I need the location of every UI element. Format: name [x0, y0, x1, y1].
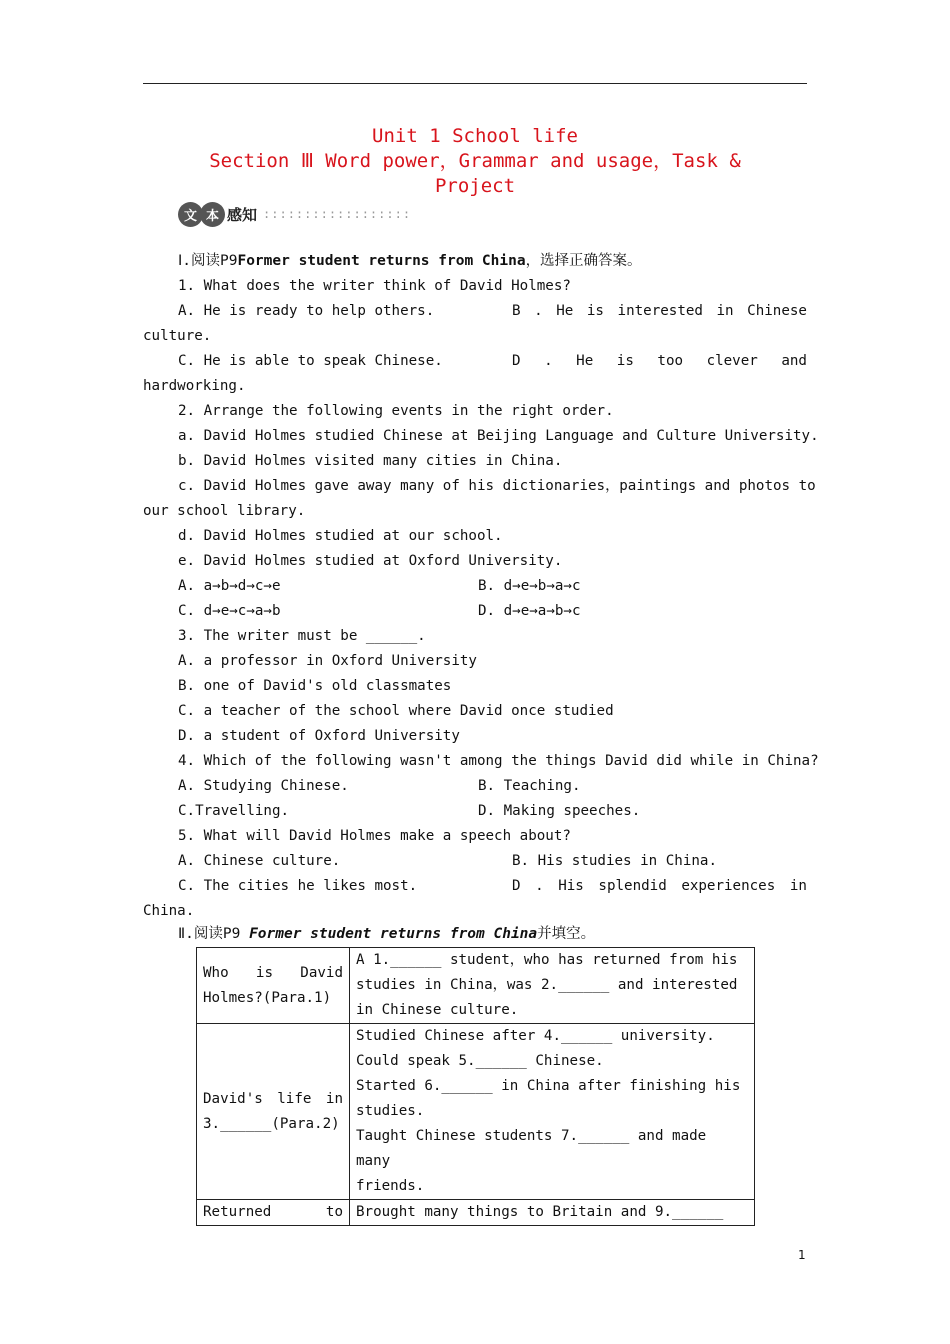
cell-line	[203, 1200, 343, 1225]
reading-badge	[178, 201, 411, 227]
q1-option-d	[512, 349, 807, 374]
word: B	[512, 303, 521, 319]
part2-heading-prefix: Ⅱ.阅读P9	[178, 926, 250, 942]
q2-option-c: C. d→e→c→a→b	[178, 603, 281, 619]
cell-line: Brought many things to Britain and 9.______	[356, 1204, 724, 1220]
fill-in-table	[196, 947, 755, 1226]
table-cell-content	[350, 1024, 755, 1200]
table-cell-content	[350, 1200, 755, 1226]
section-title: Section Ⅲ Word power，Grammar and usage，Task &	[209, 150, 741, 172]
q1-option-b-cont: culture.	[143, 328, 212, 344]
q3-stem: 3. The writer must be ______.	[178, 628, 426, 644]
cell-line: Holmes?(Para.1)	[203, 989, 332, 1006]
table-row	[197, 1200, 755, 1226]
q2-event-c-cont: our school library.	[143, 503, 306, 519]
q5-option-a: A. Chinese culture.	[178, 853, 341, 869]
cell-line: friends.	[356, 1178, 425, 1194]
word: too	[657, 353, 684, 369]
word: and	[781, 353, 807, 369]
word: is	[616, 353, 634, 369]
word: David's	[203, 1090, 263, 1107]
word: Chinese	[747, 303, 807, 319]
cell-line	[203, 961, 343, 986]
cell-line: in Chinese culture.	[356, 1002, 519, 1018]
table-cell-content	[350, 948, 755, 1024]
q2-stem: 2. Arrange the following events in the right order.	[178, 403, 614, 419]
q5-option-d-cont: China.	[143, 903, 195, 919]
q5-stem: 5. What will David Holmes make a speech about?	[178, 828, 571, 844]
badge-char-ben: 本	[200, 202, 225, 227]
badge-char-wen: 文	[178, 202, 203, 227]
word: experiences	[681, 878, 776, 894]
q1-option-a: A. He is ready to help others.	[178, 303, 435, 319]
q2-option-b: B. d→e→b→a→c	[478, 578, 581, 594]
part2-heading	[178, 922, 595, 947]
part2-heading-suffix: 并填空。	[537, 926, 596, 942]
part1-heading	[178, 249, 642, 274]
word: D	[512, 353, 521, 369]
badge-dots-decoration: ::::::::::::::::::	[263, 207, 412, 221]
q5-option-d	[512, 874, 807, 899]
part1-heading-suffix: ，选择正确答案。	[525, 253, 642, 269]
word: to	[325, 1204, 343, 1220]
part1-heading-title: Former student returns from China	[237, 253, 526, 269]
table-row	[197, 1024, 755, 1200]
word: interested	[617, 303, 703, 319]
cell-line: Started 6.______ in China after finishing his	[356, 1078, 741, 1094]
word: splendid	[598, 878, 667, 894]
part2-heading-title: Former student returns from China	[249, 926, 538, 942]
table-row	[197, 948, 755, 1024]
q4-option-c: C.Travelling.	[178, 803, 290, 819]
table-cell-label	[197, 1200, 350, 1226]
cell-line	[203, 1087, 343, 1112]
word: in	[325, 1090, 343, 1107]
cell-line: Could speak 5.______ Chinese.	[356, 1053, 604, 1069]
word: He	[576, 353, 594, 369]
word: .	[534, 303, 543, 319]
q5-option-c: C. The cities he likes most.	[178, 878, 418, 894]
cell-line: studies in China，was 2.______ and interested	[356, 977, 738, 993]
word: in	[789, 878, 807, 894]
part1-heading-prefix: Ⅰ.阅读P9	[178, 253, 238, 269]
cell-line: Studied Chinese after 4.______ university.	[356, 1028, 715, 1044]
word: Who	[203, 964, 229, 981]
word: .	[535, 878, 544, 894]
q3-option-a: A. a professor in Oxford University	[178, 653, 477, 669]
q3-option-d: D. a student of Oxford University	[178, 728, 460, 744]
page-number: 1	[798, 1248, 806, 1262]
q2-event-b: b. David Holmes visited many cities in China.	[178, 453, 563, 469]
word: is	[255, 964, 273, 981]
word: is	[586, 303, 604, 319]
unit-title: Unit 1 School life	[372, 125, 578, 147]
q1-option-c: C. He is able to speak Chinese.	[178, 353, 443, 369]
q2-event-a: a. David Holmes studied Chinese at Beijing Language and Culture University.	[178, 428, 819, 444]
word: in	[716, 303, 734, 319]
cell-line: studies.	[356, 1103, 425, 1119]
cell-line: 3.______(Para.2)	[203, 1115, 340, 1132]
cell-line: Taught Chinese students 7.______ and made many	[356, 1128, 707, 1169]
q5-option-b: B. His studies in China.	[512, 853, 717, 869]
q2-event-c: c. David Holmes gave away many of his dictionaries，paintings and photos to	[178, 478, 816, 494]
word: clever	[706, 353, 758, 369]
q1-option-d-cont: hardworking.	[143, 378, 246, 394]
q4-stem: 4. Which of the following wasn't among the things David did while in China?	[178, 753, 819, 769]
word: He	[556, 303, 574, 319]
badge-label: 感知	[227, 205, 258, 224]
table-cell-label	[197, 948, 350, 1024]
q2-event-d: d. David Holmes studied at our school.	[178, 528, 503, 544]
word: Returned	[203, 1204, 272, 1220]
header-rule	[143, 83, 807, 84]
word: life	[277, 1090, 312, 1107]
q4-option-b: B. Teaching.	[478, 778, 581, 794]
cell-line: A 1.______ student，who has returned from his	[356, 952, 738, 968]
q2-option-a: A. a→b→d→c→e	[178, 578, 281, 594]
word: .	[544, 353, 553, 369]
q4-option-d: D. Making speeches.	[478, 803, 641, 819]
q4-option-a: A. Studying Chinese.	[178, 778, 349, 794]
q2-event-e: e. David Holmes studied at Oxford University.	[178, 553, 563, 569]
section-title-cont: Project	[434, 175, 516, 197]
q1-stem: 1. What does the writer think of David Holmes?	[178, 278, 571, 294]
word: D	[512, 878, 521, 894]
word: David	[300, 964, 343, 981]
table-cell-label	[197, 1024, 350, 1200]
word: His	[558, 878, 584, 894]
q3-option-b: B. one of David's old classmates	[178, 678, 452, 694]
q2-option-d: D. d→e→a→b→c	[478, 603, 581, 619]
q3-option-c: C. a teacher of the school where David once studied	[178, 703, 614, 719]
q1-option-b	[512, 299, 807, 324]
